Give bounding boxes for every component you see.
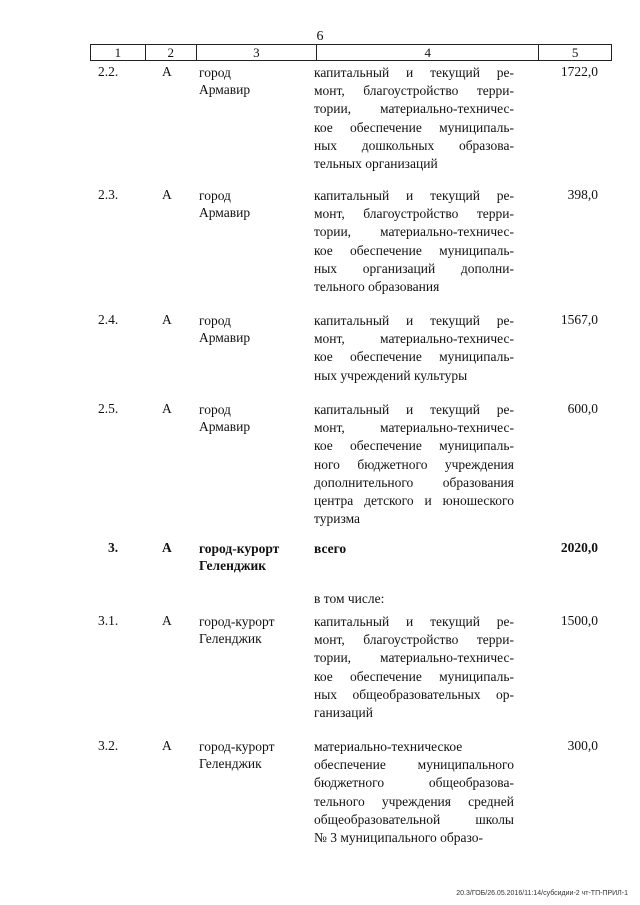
description-line: центра детского и юношеского [314, 493, 514, 509]
description-line: кое обеспечение муниципаль- [314, 349, 514, 365]
row-description [314, 187, 514, 296]
description-line: ных учреждений культуры [314, 367, 468, 383]
territory-line: город-курорт [199, 614, 275, 629]
territory-line: Армавир [199, 82, 251, 97]
description-line: кое обеспечение муниципаль- [314, 668, 514, 684]
header-col-3: 3 [197, 45, 318, 60]
territory-line: Армавир [199, 330, 251, 345]
territory-line: город-курорт [199, 541, 280, 556]
header-col-5: 5 [571, 45, 579, 60]
document-footer-code: 20.3/ГОБ/26.05.2016/11:14/субсидии-2 чт-ТП-ПРИЛ-1 [456, 890, 628, 897]
row-description [314, 401, 514, 528]
description-line: бюджетного общеобразова- [314, 775, 514, 791]
description-line: капитальный и текущий ре- [314, 402, 514, 417]
description-line: кое обеспечение муниципаль- [314, 119, 514, 135]
row-territory [199, 187, 309, 221]
description-line: монт, материально-техничес- [314, 420, 514, 436]
description-line: ного бюджетного учреждения [314, 456, 514, 472]
row-territory [199, 401, 309, 435]
description-line: кое обеспечение муниципаль- [314, 438, 514, 454]
description-line: капитальный и текущий ре- [314, 65, 514, 80]
row-territory [199, 540, 309, 574]
description-line: ганизаций [314, 705, 373, 721]
row-description [314, 540, 514, 558]
description-line: тории, материально-техничес- [314, 650, 514, 666]
row-amount: 1500,0 [560, 613, 598, 628]
territory-line: Геленджик [199, 558, 267, 573]
description-line: туризма [314, 511, 361, 527]
header-col-1: 1 [91, 45, 146, 60]
row-territory [199, 312, 309, 346]
description-line: капитальный и текущий ре- [314, 614, 514, 629]
description-line: капитальный и текущий ре- [314, 188, 514, 203]
row-description [314, 312, 514, 385]
description-line: ных общеобразовательных ор- [314, 686, 514, 702]
row-number: 3.1. [98, 613, 119, 628]
description-line: тельных организаций [314, 156, 438, 172]
row-amount: 600,0 [567, 401, 598, 416]
header-col-2: 2 [146, 45, 197, 60]
row-description [314, 613, 514, 722]
row-amount: 300,0 [567, 738, 598, 753]
description-line: дополнительного образования [314, 474, 514, 490]
description-line: тории, материально-техничес- [314, 101, 514, 117]
territory-line: город [199, 65, 231, 80]
description-line: монт, благоустройство терри- [314, 632, 514, 648]
territory-line: город [199, 402, 231, 417]
row-description [314, 738, 514, 847]
row-amount: 398,0 [567, 187, 598, 202]
description-line: общеобразовательной школы [314, 811, 514, 827]
header-col-4: 4 [317, 45, 539, 60]
row-category: А [162, 540, 172, 555]
table-header [90, 44, 612, 61]
page-number: 6 [316, 29, 324, 44]
territory-line: Геленджик [199, 631, 262, 646]
row-category: А [162, 187, 172, 202]
row-category: А [162, 738, 172, 753]
territory-line: Геленджик [199, 756, 262, 771]
territory-line: город [199, 313, 231, 328]
row-number: 3. [108, 540, 119, 555]
row-number: 2.4. [98, 312, 119, 327]
description-line: всего [314, 541, 347, 556]
row-number: 2.5. [98, 401, 119, 416]
row-category: А [162, 312, 172, 327]
row-amount: 1567,0 [560, 312, 598, 327]
row-description [314, 590, 514, 608]
row-amount: 1722,0 [560, 64, 598, 79]
territory-line: Армавир [199, 419, 251, 434]
description-line: № 3 муниципального образо- [314, 830, 483, 846]
description-line: монт, материально-техничес- [314, 331, 514, 347]
row-category: А [162, 401, 172, 416]
description-line: тельного образования [314, 279, 440, 295]
description-line: тории, материально-техничес- [314, 224, 514, 240]
description-line: монт, благоустройство терри- [314, 206, 514, 222]
description-line: тельного учреждения средней [314, 793, 514, 809]
description-line: монт, благоустройство терри- [314, 83, 514, 99]
row-territory [199, 738, 309, 772]
description-line: обеспечение муниципального [314, 757, 514, 773]
row-category: А [162, 613, 172, 628]
description-line: материально-техническое [314, 739, 463, 754]
territory-line: Армавир [199, 205, 251, 220]
territory-line: город-курорт [199, 739, 275, 754]
row-amount: 2020,0 [560, 540, 598, 555]
territory-line: город [199, 188, 231, 203]
row-number: 3.2. [98, 738, 119, 753]
description-line: кое обеспечение муниципаль- [314, 242, 514, 258]
row-category: А [162, 64, 172, 79]
description-line: в том числе: [314, 591, 385, 606]
row-number: 2.3. [98, 187, 119, 202]
description-line: ных дошкольных образова- [314, 137, 514, 153]
description-line: капитальный и текущий ре- [314, 313, 514, 328]
row-number: 2.2. [98, 64, 119, 79]
row-description [314, 64, 514, 173]
row-territory [199, 64, 309, 98]
row-territory [199, 613, 309, 647]
description-line: ных организаций дополни- [314, 260, 514, 276]
